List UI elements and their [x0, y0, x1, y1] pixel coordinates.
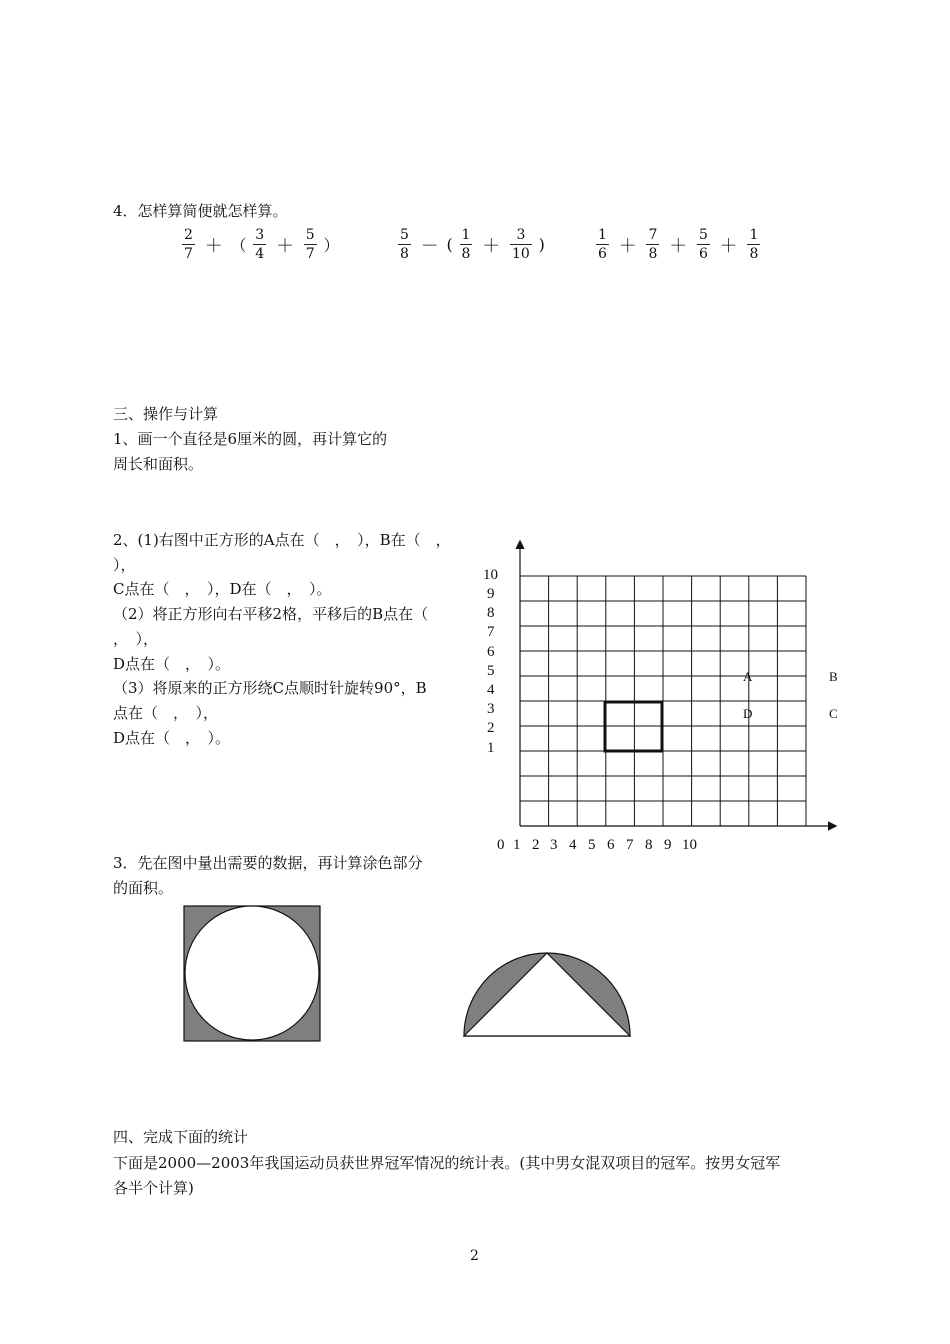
coordinate-grid	[470, 535, 850, 860]
expression-2: $\frac{5}{8}$ － ( $\frac{1}{8}$ ＋ $\frac{3}{10}$ )	[400, 227, 545, 262]
q2-line: （3）将原来的正方形绕C点顺时针旋转90°，B	[113, 679, 427, 698]
y-tick-label: 2	[487, 720, 495, 736]
section4-text-line1: 下面是2000—2003年我国运动员获世界冠军情况的统计表。(其中男女混双项目的冠军。按男女冠军	[113, 1154, 781, 1172]
x-tick-label: 5	[588, 837, 596, 853]
q2-line: 2、(1)右图中正方形的A点在（ ， ），B在（ ，	[113, 531, 451, 549]
point-label-c: C	[829, 706, 838, 721]
x-tick-label: 3	[550, 837, 558, 853]
fraction: $\frac{1}{6}$	[598, 227, 607, 262]
fraction: $\frac{2}{7}$	[184, 227, 193, 262]
x-tick-label: 9	[664, 837, 672, 853]
q1-text-line1: 1、画一个直径是6厘米的圆，再计算它的	[113, 430, 388, 448]
q2-line: D点在（ ， ）。	[113, 728, 231, 747]
expression-3: $\frac{1}{6}$ ＋ $\frac{7}{8}$ ＋ $\frac{5}{6}$ ＋ $\frac{1}{8}$	[598, 227, 759, 262]
x-tick-label: 2	[532, 837, 540, 853]
inscribed-circle	[185, 906, 319, 1040]
q4-heading: 4．怎样算简便就怎样算。	[113, 202, 288, 220]
y-tick-label: 3	[487, 701, 495, 717]
y-tick-label: 6	[487, 644, 495, 660]
q2-line: D点在（ ， ）。	[113, 654, 231, 673]
y-tick-label: 1	[487, 740, 495, 756]
page-number: 2	[470, 1248, 479, 1264]
fraction: $\frac{3}{4}$	[255, 227, 265, 262]
section4-heading: 四、完成下面的统计	[113, 1128, 249, 1146]
x-tick-label: 4	[569, 837, 577, 853]
q3-text-line1: 3．先在图中量出需要的数据，再计算涂色部分	[113, 854, 423, 872]
x-tick-label: 10	[682, 837, 697, 853]
fraction: $\frac{5}{8}$	[400, 227, 409, 262]
q2-line: ），	[113, 555, 136, 574]
square-circle-figure	[180, 900, 330, 1045]
y-tick-label: 9	[487, 586, 495, 602]
fraction: $\frac{1}{8}$	[749, 227, 759, 262]
point-label-d: D	[743, 706, 753, 721]
y-tick-label: 10	[483, 567, 498, 583]
q3-text-line2: 的面积。	[113, 879, 174, 897]
fraction: $\frac{5}{6}$	[698, 227, 708, 262]
x-tick-label: 8	[645, 837, 653, 853]
q2-text	[113, 528, 451, 750]
q2-line: （2）将正方形向右平移2格，平移后的B点在（	[113, 605, 429, 624]
fraction: $\frac{5}{7}$	[305, 227, 315, 262]
point-label-a: A	[743, 669, 753, 684]
q1-text-line2: 周长和面积。	[113, 455, 204, 473]
semicircle-triangle-figure	[458, 945, 640, 1045]
y-tick-label: 8	[487, 605, 495, 621]
expression-1: $\frac{2}{7}$ ＋ （ $\frac{3}{4}$ ＋ $\frac{5}{7}$ ）	[184, 227, 340, 262]
section4-text-line2: 各半个计算)	[113, 1179, 194, 1197]
fraction: $\frac{3}{10}$	[512, 227, 530, 262]
x-tick-label: 7	[626, 837, 634, 853]
y-tick-label: 4	[487, 682, 495, 698]
x-tick-label: 6	[607, 837, 615, 853]
section3-heading: 三、操作与计算	[113, 405, 219, 423]
y-tick-label: 7	[487, 624, 495, 640]
point-label-b: B	[829, 669, 838, 684]
fraction: $\frac{7}{8}$	[648, 227, 658, 262]
q2-line: 点在（ ， ），	[113, 703, 219, 722]
fraction: $\frac{1}{8}$	[461, 227, 471, 262]
y-tick-label: 5	[487, 663, 495, 679]
q2-line: C点在（ ， ），D在（ ， ）。	[113, 580, 332, 599]
x-tick-label: 0	[497, 837, 505, 853]
x-tick-label: 1	[513, 837, 521, 853]
q2-line: ， ），	[113, 629, 159, 648]
